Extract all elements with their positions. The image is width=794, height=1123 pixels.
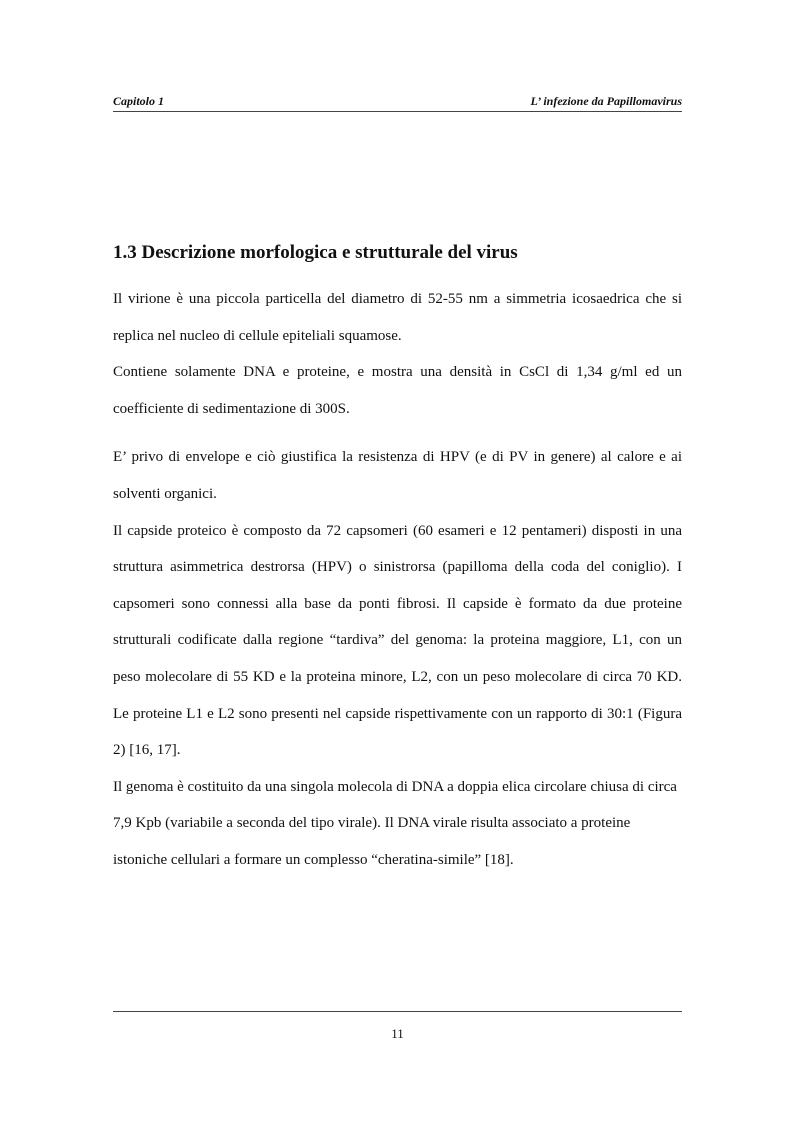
paragraph: Il genoma è costituito da una singola molecola di DNA a doppia elica circolare chiusa di circa 7,9 Kpb (variabile a seconda del tipo virale). Il DNA virale risulta associato a proteine istoniche cellulari a formare un complesso “cheratina-simile” [18].: [113, 778, 677, 868]
chapter-label: Capitolo 1: [113, 94, 165, 108]
running-header: [113, 93, 682, 112]
paragraph: Il capside proteico è composto da 72 capsomeri (60 esameri e 12 pentameri) disposti in una struttura asimmetrica destrorsa (HPV) o sinistrorsa (papilloma della coda del coniglio). I capsomeri sono connessi alla base da ponti fibrosi. Il capside è formato da due proteine strutturali codificate dalla regione “tardiva” del genoma: la proteina maggiore, L1, con un peso molecolare di 55 KD e la proteina minore, L2, con un peso molecolare di circa 70 KD. Le proteine L1 e L2 sono presenti nel capside rispettivamente con un rapporto di 30:1 (Figura 2) [16, 17].: [113, 522, 682, 759]
body-text: [113, 281, 682, 879]
page-number: 11: [391, 1026, 404, 1041]
paragraph: Contiene solamente DNA e proteine, e mostra una densità in CsCl di 1,34 g/ml ed un coefficiente di sedimentazione di 300S.: [113, 364, 682, 417]
chapter-title: L’ infezione da Papillomavirus: [530, 94, 682, 108]
section-title: 1.3 Descrizione morfologica e strutturale del virus: [113, 242, 518, 263]
paragraph: Il virione è una piccola particella del diametro di 52-55 nm a simmetria icosaedrica che si replica nel nucleo di cellule epiteliali squamose.: [113, 291, 682, 344]
paragraph: E’ privo di envelope e ciò giustifica la resistenza di HPV (e di PV in genere) al calore e ai solventi organici.: [113, 449, 682, 502]
footer-rule: [113, 1011, 682, 1012]
